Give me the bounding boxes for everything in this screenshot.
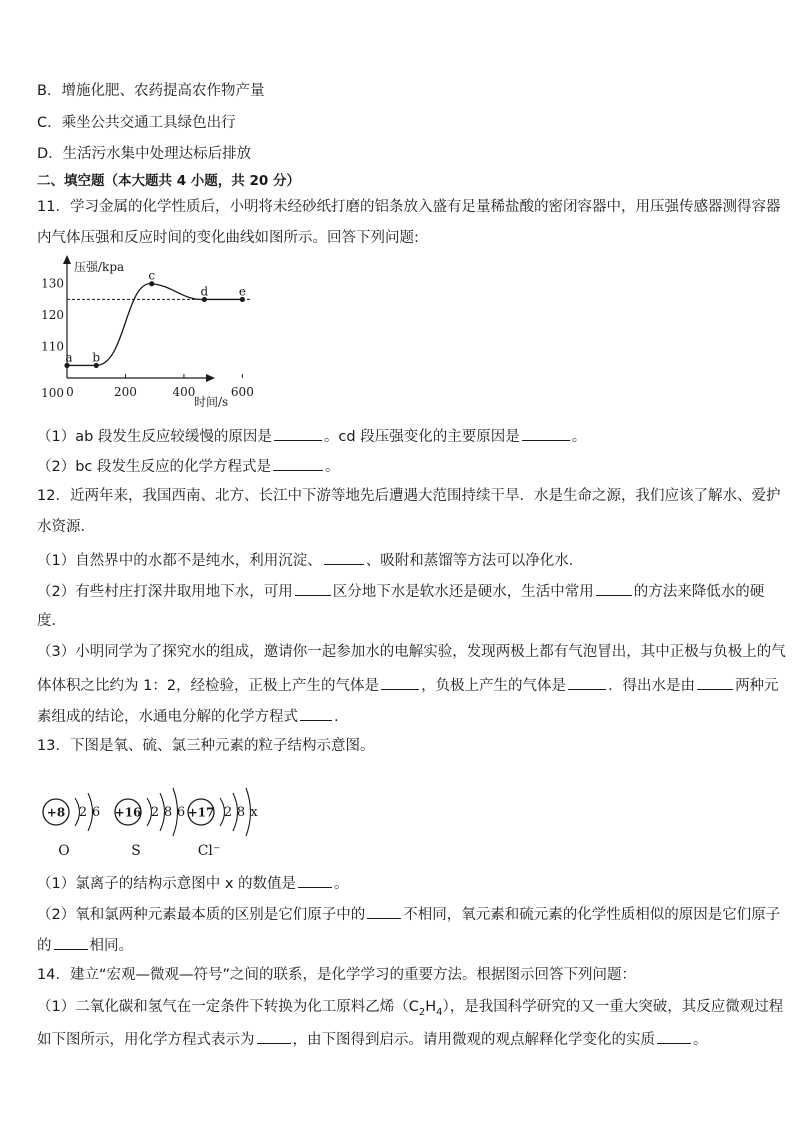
q14-s1-text-c: 如下图所示，用化学方程式表示为 [37,1032,255,1048]
point-label: e [238,284,246,299]
shell-electron-count: 6 [176,805,186,820]
nucleus-charge: +8 [46,805,66,820]
shell-electron-count: 2 [150,805,160,820]
q12-sub3-1: （3）小明同学为了探究水的组成，邀请你一起参加水的电解实验，发现两极上都有气泡冒出，其中正极与负极上的气 [37,644,786,660]
q12-s2-text-b: 区分地下水是软水还是硬水，生活中常用 [332,584,594,600]
shell-electron-count: x [250,805,258,820]
q12-s3-text-c: ，负极上产生的气体是 [421,678,567,694]
punct: 。 [571,429,587,445]
q13-s1-text-a: （1）氯离子的结构示意图中 x 的数值是 [37,876,297,892]
element-label: S [131,843,141,859]
q12-s3-text-b: 体体积之比约为 1：2，经检验，正极上产生的气体是 [37,678,380,694]
q12-s2-text-a: （2）有些村庄打深井取用地下水，可用 [37,584,293,600]
y-axis-arrow [63,255,71,264]
answer-blank[interactable] [697,675,733,690]
section-heading: 二、填空题（本大题共 4 小题，共 20 分） [37,173,300,189]
q13-s2-text-a: （2）氧和氯两种元素最本质的区别是它们原子中的 [37,907,366,923]
option-c: C．乘坐公共交通工具绿色出行 [37,115,236,131]
atom-structure-diagrams [36,765,266,865]
option-b: B．增施化肥、农药提高农作物产量 [37,83,265,99]
point-label: d [200,284,209,299]
q13-sub1 [37,873,349,893]
shell-electron-count: 8 [163,805,173,820]
q11-sub1-text-a: （1）ab 段发生反应较缓慢的原因是 [37,429,272,445]
shell-electron-count: 6 [91,805,101,820]
q12-s1-text-a: （1）自然界中的水都不是纯水，利用沉淀、 [37,553,322,569]
element-label: O [58,843,70,859]
q12-s3-text-e: 两种元 [735,678,779,694]
q12-s2-text-c: 的方法来降低水的硬 [633,584,765,600]
y-axis-label: 压强/kpa [74,260,125,274]
q13-s2-text-b: 不相同，氧元素和硫元素的化学性质相似的原因是它们原子 [403,907,781,923]
punct: 。 [325,459,340,475]
q11-stem-2: 内气体压强和反应时间的变化曲线如图所示。回答下列问题: [37,230,419,246]
q12-sub1 [37,550,583,570]
y-tick-label: 130 [41,276,64,291]
q14-sub1-2 [37,1029,708,1049]
x-tick-label: 0 [66,385,74,399]
point-label: c [148,268,156,283]
q14-s1-text-a: （1）二氧化碳和氢气在一定条件下转换为化工原料乙烯（C [37,999,419,1015]
q11-sub1 [37,426,586,446]
element-label: Cl⁻ [197,843,221,859]
q12-sub3-3 [37,706,339,726]
x-tick-label: 200 [114,385,137,399]
subscript: 4 [436,1006,443,1018]
q11-sub2-text-a: （2）bc 段发生反应的化学方程式是 [37,459,272,475]
answer-blank[interactable] [300,706,332,721]
nucleus-charge: +17 [187,805,215,820]
answer-blank[interactable] [295,581,331,596]
subscript: 2 [418,1006,426,1018]
x-tick-label: 400 [172,385,196,399]
q12-s1-text-b: 、吸附和蒸馏等方法可以净化水． [365,553,584,569]
q14-stem: 14．建立“宏观—微观—符号”之间的联系，是化学学习的重要方法。根据图示回答下列问题： [37,967,636,983]
q12-stem-2: 水资源． [37,519,95,535]
nucleus-charge: +16 [114,805,142,820]
answer-blank[interactable] [522,426,570,441]
q14-s1-text-b: ），是我国科学研究的又一重大突破，其反应微观过程 [442,999,784,1015]
q13-sub2-cont [37,935,133,955]
shell-electron-count: 2 [78,805,88,820]
y-tick-label: 100 [41,386,64,400]
q12-sub2-cont: 度． [37,613,66,629]
point-label: a [65,350,73,365]
q13-s2-text-d: 相同。 [89,938,133,954]
x-axis-arrow [206,374,215,382]
formula-h: H [425,999,437,1015]
q14-sub1-1 [37,998,783,1022]
q12-sub3-2 [37,675,779,695]
answer-blank[interactable] [381,675,419,690]
q12-s3-text-d: ．得出水是由 [608,678,696,694]
q12-stem-1: 12．近两年来，我国西南、北方、长江中下游等地先后遭遇大范围持续干旱．水是生命之源，我们应该了解水、爱护 [37,488,781,504]
q11-sub2 [37,456,340,476]
answer-blank[interactable] [257,1029,291,1044]
punct: 。 [334,876,349,892]
shell-electron-count: 8 [236,805,246,820]
answer-blank[interactable] [367,904,401,919]
q13-s2-text-c: 的 [37,938,52,954]
answer-blank[interactable] [324,550,364,565]
punct: . [334,709,339,725]
answer-blank[interactable] [568,675,606,690]
answer-blank[interactable] [596,581,632,596]
q11-sub1-text-b: 。cd 段压强变化的主要原因是 [323,429,520,445]
option-d: D．生活污水集中处理达标后排放 [37,146,252,162]
point-label: b [92,350,101,365]
q11-stem-1: 11．学习金属的化学性质后，小明将未经砂纸打磨的铝条放入盛有足量稀盐酸的密闭容器中，用压强传感器测得容器 [37,199,781,215]
answer-blank[interactable] [54,935,88,950]
q12-s3-text-f: 素组成的结论，水通电分解的化学方程式 [37,709,298,725]
shell-electron-count: 2 [223,805,233,820]
q14-s1-text-d: ，由下图得到启示。请用微观的观点解释化学变化的实质 [292,1032,655,1048]
answer-blank[interactable] [273,456,323,471]
pressure-time-chart [40,252,280,412]
y-tick-label: 120 [41,308,64,323]
punct: 。 [693,1032,708,1048]
y-tick-label: 110 [41,339,64,354]
answer-blank[interactable] [657,1029,691,1044]
q12-sub2 [37,581,764,601]
answer-blank[interactable] [298,873,332,888]
q13-sub2 [37,904,780,924]
answer-blank[interactable] [274,426,322,441]
x-axis-label: 时间/s [194,395,229,409]
q13-stem: 13．下图是氧、硫、氯三种元素的粒子结构示意图。 [37,738,375,754]
x-tick-label: 600 [230,385,254,399]
